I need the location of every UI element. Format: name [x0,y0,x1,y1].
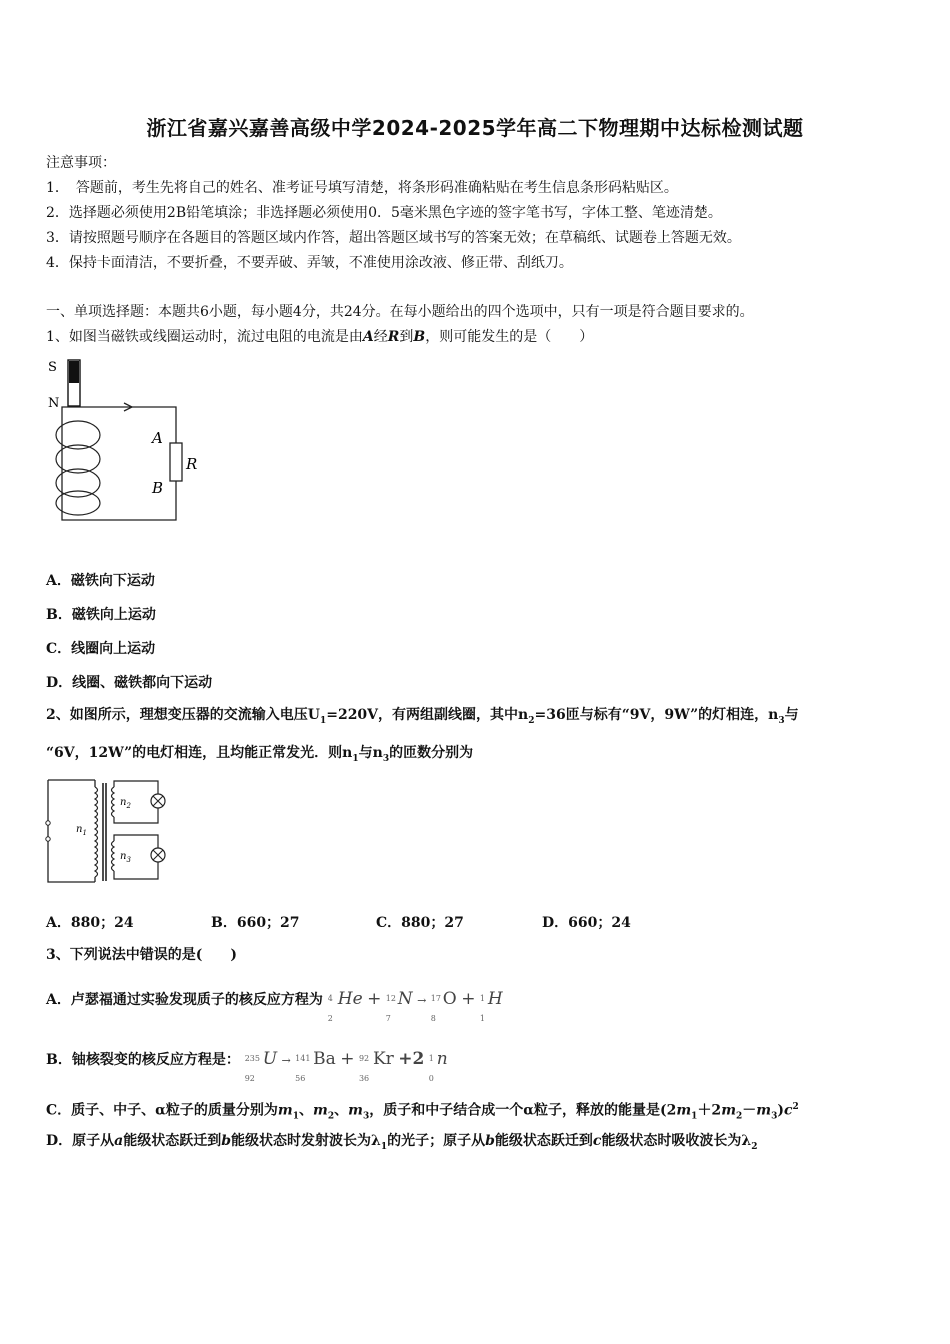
notice-item-3: 3．请按照题号顺序在各题目的答题区域内作答，超出答题区域书写的答案无效；在草稿纸、试题卷上答题无效。 [46,230,741,246]
q2-sub: 2 [528,715,535,726]
secondary-wire [114,835,158,848]
secondary-wire [114,862,158,879]
circuit-wire [62,407,176,520]
question-1-stem [46,328,593,346]
q3-option-c[interactable]: C．质子、中子、α粒子的质量分别为$m_1$、$m_2$、$m_3$，质子和中子结合成一个α粒子，释放的能量是$(2m_1+2m_2-m_3)c^2$ [46,1102,799,1122]
q1-option-d[interactable]: D．线圈、磁铁都向下运动 [46,675,213,691]
resistor-r-label: R [186,455,198,473]
q2-text: “6V，12W”的电灯相连，且均能正常发光．则n [46,745,353,761]
secondary-wire [114,781,158,795]
secondary-wire [114,807,158,823]
point-b-label: B [152,479,164,497]
primary-wire [48,780,95,882]
q2-option-c[interactable]: C．880；27 [376,915,464,931]
transformer-diagram [40,775,175,890]
n3-label: $n_3$ [120,851,131,864]
q3-option-d[interactable]: D．原子从a能级状态跃迁到b能级状态时发射波长为$\lambda_1$的光子；原子从b能级状态跃迁到c能级状态时吸收波长为$\lambda_2$ [46,1133,758,1152]
q3-option-a[interactable] [46,989,503,1023]
q3-a-text: A．卢瑟福通过实验发现质子的核反应方程为 [46,992,323,1008]
q1-stem-part: 1、如图当磁铁或线圈运动时，流过电阻的电流是由 [46,329,363,345]
q2-sub: 3 [778,715,785,726]
question-3-stem: 3、下列说法中错误的是( ) [46,947,237,963]
q1-stem-part: ，则可能发生的是（ ） [425,329,594,345]
nuclear-equation-b: 235 92 U → 141 56 Ba + 92 36 Kr +2 1 0 n [244,1049,448,1083]
q2-text: =220V，有两组副线圈，其中n [326,707,529,723]
nuclear-equation-a: 4 2 He + 12 7 N → 17 8 O + 1 1 H [327,989,503,1023]
q2-sub: 1 [352,753,359,764]
notice-item-4: 4．保持卡面清洁，不要折叠，不要弄破、弄皱，不准使用涂改液、修正带、刮纸刀。 [46,255,573,271]
notice-heading: 注意事项： [46,155,116,171]
q1-resistor-r: R [387,329,400,345]
question-2-stem-line-1 [46,706,799,730]
notice-item-1: 1． 答题前，考生先将自己的姓名、准考证号填写清楚，将条形码准确粘贴在考生信息条形码粘贴区。 [46,180,678,196]
magnet-s-label: S [48,360,57,375]
secondary-coil-2 [112,787,115,817]
q2-sub: 1 [319,715,327,726]
q2-text: 2、如图所示，理想变压器的交流输入电压U [46,707,320,723]
q3-option-b[interactable] [46,1049,448,1083]
question-2-stem-line-2 [46,744,473,768]
secondary-coil-3 [112,841,115,871]
q2-text: 与 [784,707,799,723]
section-1-heading: 一、单项选择题：本题共6小题，每小题4分，共24分。在每小题给出的四个选项中，只有一项是符合题目要求的。 [46,304,754,320]
q2-text: =36匝与标有“9V，9W”的灯相连，n [534,707,779,723]
q2-option-d[interactable]: D．660；24 [542,915,631,931]
q1-option-a[interactable]: A．磁铁向下运动 [46,573,155,589]
q1-point-a: A [362,329,374,345]
terminal-icon [46,837,50,841]
magnet-coil-diagram [40,355,200,530]
q1-option-b[interactable]: B．磁铁向上运动 [46,607,156,623]
q1-option-c[interactable]: C．线圈向上运动 [46,641,156,657]
q2-option-b[interactable]: B．660；27 [211,915,300,931]
n2-label: $n_2$ [120,797,131,810]
n1-label: $n_1$ [76,824,87,837]
notice-item-2: 2．选择题必须使用2B铅笔填涂；非选择题必须使用0．5毫米黑色字迹的签字笔书写，字体工整、笔迹清楚。 [46,205,722,221]
terminal-icon [46,821,50,825]
q3-b-text: B．铀核裂变的核反应方程是： [46,1052,240,1068]
q2-text: 的匝数分别为 [389,745,474,761]
q2-sub: 3 [382,753,390,764]
q1-stem-part: 经 [373,329,388,345]
q2-text: 与n [358,745,383,761]
point-a-label: A [152,429,163,447]
magnet-s-pole [69,361,79,383]
q1-stem-part: 到 [399,329,414,345]
q1-point-b: B [413,329,426,345]
primary-coil [95,787,98,877]
q2-option-a[interactable]: A．880；24 [46,915,134,931]
magnet-n-label: N [48,396,60,411]
page-title: 浙江省嘉兴嘉善高级中学2024-2025学年高二下物理期中达标检测试题 [146,116,804,140]
resistor [170,443,182,481]
